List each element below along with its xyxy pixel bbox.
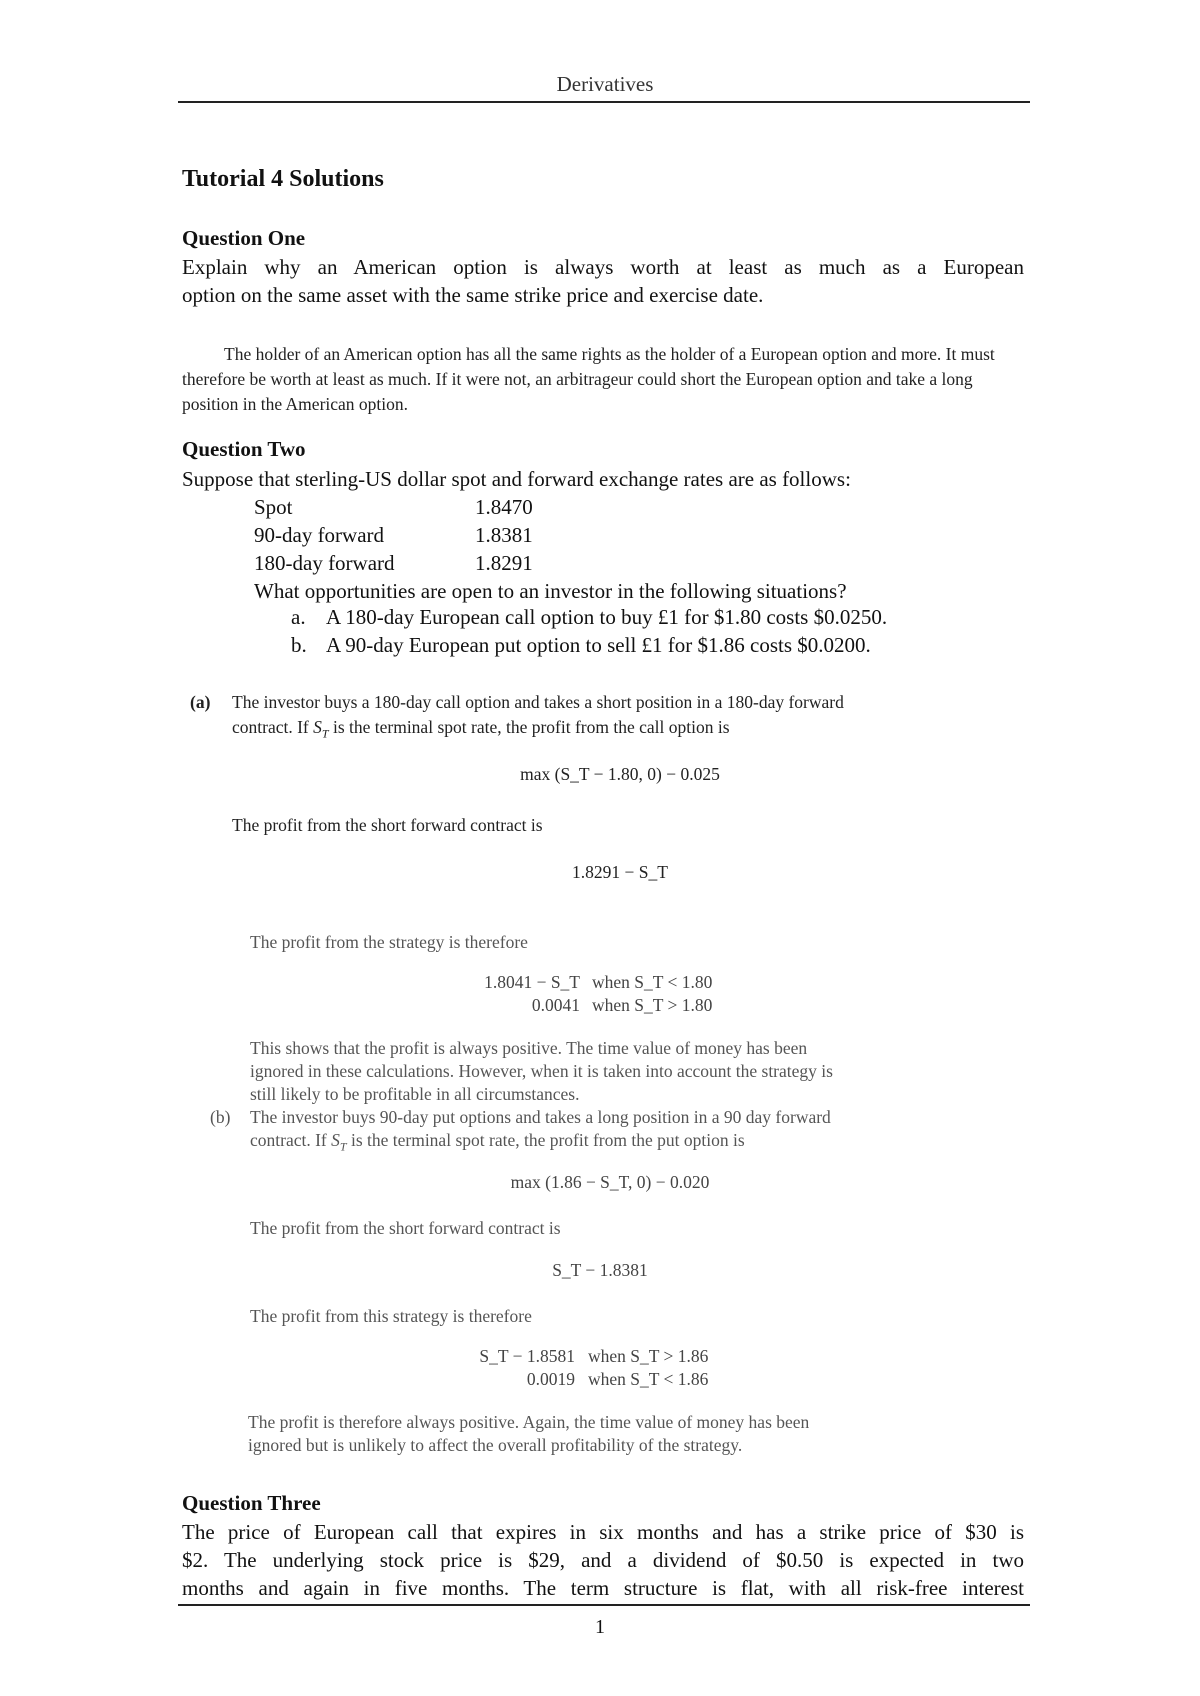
q3-text-line1: The price of European call that expires in six months and has a strike price of $30 is [182, 1520, 1024, 1544]
answer-b-eq2: S_T − 1.8381 [552, 1260, 648, 1280]
symbol-st: $S_T$ [331, 1130, 347, 1154]
q1-answer: The holder of an American option has all the same rights as the holder of a European option and more. It must therefore be worth at least as much. If it were not, an arbitrageur could short the European option and take a long position in the American option. [182, 344, 995, 414]
footer-rule [178, 1604, 1030, 1606]
q1-heading: Question One [182, 226, 306, 250]
answer-b-text2 [250, 1128, 745, 1160]
q2-item-text: A 90-day European put option to sell £1 for $1.86 costs $0.0200. [326, 633, 871, 657]
answer-a-eq2: 1.8291 − S_T [572, 862, 668, 882]
q3-text-line3: months and again in five months. The term structure is flat, with all risk-free interest [182, 1576, 1024, 1600]
answer-a-text2-post: is the terminal spot rate, the profit from the call option is [328, 717, 730, 737]
q3-text-line2: $2. The underlying stock price is $29, and a dividend of $0.50 is expected in two [182, 1548, 1024, 1572]
rate-value: 1.8381 [475, 522, 533, 547]
rate-label: 180-day forward [254, 550, 395, 575]
answer-b-text5b: ignored but is unlikely to affect the overall profitability of the strategy. [248, 1435, 743, 1455]
answer-b-text4: The profit from this strategy is therefore [250, 1306, 532, 1326]
page-number: 1 [595, 1616, 605, 1638]
answer-a-eq1: max (S_T − 1.80, 0) − 0.025 [520, 764, 720, 784]
rate-label: 90-day forward [254, 522, 385, 547]
answer-a-text2-pre: contract. If [232, 717, 314, 737]
q2-intro: Suppose that sterling-US dollar spot and forward exchange rates are as follows: [182, 467, 851, 491]
answer-b-marker: (b) [210, 1107, 231, 1127]
q1-text-line1: Explain why an American option is always worth at least as much as a European [182, 255, 1024, 279]
q2-heading: Question Two [182, 437, 306, 461]
rate-value: 1.8470 [475, 494, 533, 519]
answer-a-case1-condition: when S_T < 1.80 [592, 972, 713, 992]
answer-a-marker: (a) [190, 692, 211, 712]
q2-prompt: What opportunities are open to an investor in the following situations? [254, 579, 847, 603]
answer-b-eq1: max (1.86 − S_T, 0) − 0.020 [510, 1172, 710, 1192]
symbol-st: $S_T$ [313, 717, 329, 741]
q3-heading: Question Three [182, 1491, 321, 1515]
exchange-rate-table [254, 493, 533, 577]
running-header: Derivatives [556, 72, 654, 96]
rate-value: 1.8291 [475, 550, 533, 575]
rate-label: Spot [254, 494, 293, 519]
answer-a-text2 [232, 715, 730, 747]
answer-a-text5a: This shows that the profit is always positive. The time value of money has been [250, 1038, 808, 1058]
answer-b-case1-value: S_T − 1.8581 [479, 1346, 575, 1366]
answer-a-text4: The profit from the strategy is therefore [250, 932, 528, 952]
header-rule [178, 101, 1030, 103]
q2-item-marker: b. [291, 633, 307, 657]
answer-a-case2-condition: when S_T > 1.80 [592, 995, 713, 1015]
q2-item-marker: a. [291, 605, 306, 629]
answer-b-text2-post: is the terminal spot rate, the profit from the put option is [346, 1130, 745, 1150]
answer-a-text1: The investor buys a 180-day call option and takes a short position in a 180-day forward [232, 692, 844, 712]
answer-a-text3: The profit from the short forward contract is [232, 815, 543, 835]
answer-b-case2-condition: when S_T < 1.86 [588, 1369, 709, 1389]
answer-a-text5b: ignored in these calculations. However, when it is taken into account the strategy is [250, 1061, 833, 1081]
answer-b-text1: The investor buys 90-day put options and takes a long position in a 90 day forward [250, 1107, 831, 1127]
answer-b-text2-pre: contract. If [250, 1130, 332, 1150]
answer-a-case2-value: 0.0041 [531, 995, 580, 1015]
answer-a-case1-value: 1.8041 − S_T [484, 972, 580, 992]
page-title: Tutorial 4 Solutions [182, 166, 384, 192]
answer-a-text5c: still likely to be profitable in all circumstances. [250, 1084, 580, 1104]
rate-row [254, 493, 533, 521]
answer-b-text5a: The profit is therefore always positive. Again, the time value of money has been [248, 1412, 810, 1432]
rate-row [254, 549, 533, 577]
q2-item-text: A 180-day European call option to buy £1 for $1.80 costs $0.0250. [326, 605, 888, 629]
rate-row [254, 521, 533, 549]
answer-b-case2-value: 0.0019 [526, 1369, 575, 1389]
q1-text-line2: option on the same asset with the same strike price and exercise date. [182, 283, 764, 307]
answer-b-text3: The profit from the short forward contract is [250, 1218, 561, 1238]
answer-b-case1-condition: when S_T > 1.86 [588, 1346, 709, 1366]
